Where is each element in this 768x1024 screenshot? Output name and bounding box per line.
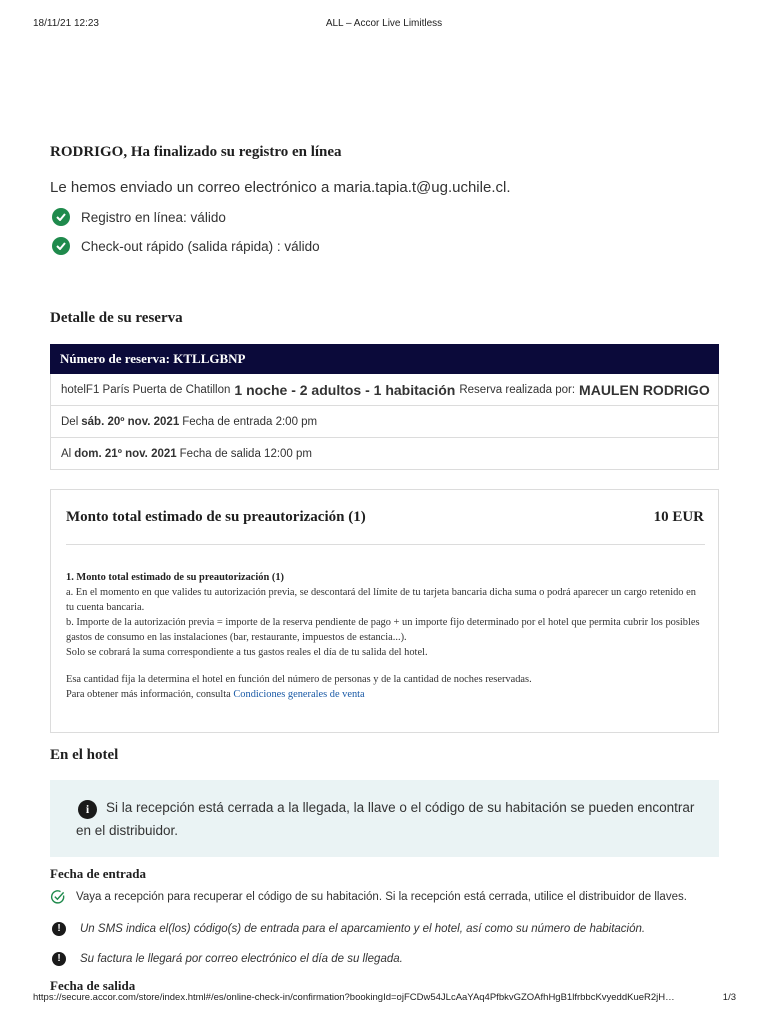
check-circle-icon — [52, 237, 70, 255]
arrival-prefix: Del — [61, 415, 79, 428]
check-outline-icon — [50, 889, 66, 905]
print-page-title: ALL – Accor Live Limitless — [325, 18, 443, 29]
arrival-time: Fecha de entrada 2:00 pm — [182, 415, 318, 428]
arrival-subtitle: Fecha de entrada — [50, 866, 147, 881]
divider — [66, 544, 705, 545]
preauth-note-b: b. Importe de la autorización previa = importe de la reserva pendiente de pago + un importe fijo determinado por el hotel que permita cubrir los posibles gastos de consumo en las instalaciones (bar, restaurante, impuestos de estancia...). — [66, 617, 700, 643]
arrival-note-reception-text: Vaya a recepción para recuperar el código de su habitación. Si la recepción está cerrada, utilice el distribuidor de llaves. — [76, 891, 687, 903]
more-info-text: Para obtener más información, consulta — [66, 689, 231, 700]
preauth-note-charge: Solo se cobrará la suma correspondiente a tus gastos reales el día de tu salida del hotel. — [66, 647, 428, 658]
online-checkin-label: Registro en línea: válido — [81, 209, 226, 225]
exclamation-icon: ! — [52, 952, 66, 966]
print-page-number: 1/3 — [722, 992, 736, 1003]
check-circle-icon — [52, 208, 70, 226]
exclamation-icon: ! — [52, 922, 66, 936]
preauth-note-a: a. En el momento en que valides tu autorización previa, se descontará del límite de tu tarjeta bancaria dicha suma o podrá aparecer un cargo retenido en tu cuenta bancaria. — [66, 587, 696, 613]
preauth-fixed-amount: Esa cantidad fija la determina el hotel en función del número de personas y de la cantidad de noches reservadas. — [66, 674, 532, 685]
print-date: 18/11/21 12:23 — [33, 18, 99, 29]
preauth-amount: 10 EUR — [653, 509, 704, 525]
departure-prefix: Al — [61, 447, 72, 460]
preauth-notes — [66, 570, 706, 702]
preauth-more-info — [66, 687, 706, 702]
info-icon: i — [78, 800, 97, 819]
booked-by-name: MAULEN RODRIGO — [579, 381, 710, 398]
reservation-hotel-row — [50, 374, 719, 406]
hotel-section-title: En el hotel — [50, 747, 119, 763]
express-checkout-label: Check-out rápido (salida rápida) : válido — [81, 238, 320, 254]
online-checkin-status — [52, 208, 226, 226]
express-checkout-status — [52, 237, 320, 255]
arrival-note-invoice — [50, 952, 403, 966]
arrival-note-reception — [50, 889, 687, 905]
departure-time: Fecha de salida 12:00 pm — [179, 447, 312, 460]
arrival-note-sms — [50, 922, 645, 936]
reception-info-text: Si la recepción está cerrada a la llegada, la llave o el código de su habitación se pueden encontrar en el distribuidor. — [76, 800, 695, 838]
departure-date: dom. 21º nov. 2021 — [74, 447, 177, 460]
print-url: https://secure.accor.com/store/index.html#/es/online-check-in/confirmation?bookingId=ojFCDw54JLcAaYAq4PfbkvGZOAfhHgB1lfrbbcKvyeddKueR2jH… — [33, 992, 675, 1003]
preauth-note-title: 1. Monto total estimado de su preautorización (1) — [66, 572, 284, 583]
reception-info-box — [50, 780, 719, 857]
arrival-note-invoice-text: Su factura le llegará por correo electrónico el día de su llegada. — [80, 953, 403, 965]
arrival-note-sms-text: Un SMS indica el(los) código(s) de entrada para el aparcamiento y el hotel, así como su número de habitación. — [80, 923, 646, 935]
confirmation-heading: RODRIGO, Ha finalizado su registro en línea — [50, 144, 342, 160]
preauthorization-box — [50, 489, 719, 733]
booked-by-label: Reserva realizada por: — [459, 383, 576, 396]
email-confirmation-text: Le hemos enviado un correo electrónico a maria.tapia.t@ug.uchile.cl. — [50, 179, 511, 196]
arrival-date: sáb. 20º nov. 2021 — [81, 415, 180, 428]
preauth-title: Monto total estimado de su preautorización (1) — [66, 509, 366, 525]
reservation-arrival-row — [50, 406, 719, 438]
terms-link[interactable]: Condiciones generales de venta — [233, 689, 365, 700]
departure-subtitle: Fecha de salida — [50, 978, 136, 990]
hotel-name: hotelF1 París Puerta de Chatillon — [61, 383, 231, 396]
stay-summary: 1 noche - 2 adultos - 1 habitación — [234, 381, 456, 398]
reservation-number: Número de reserva: KTLLGBNP — [50, 344, 719, 374]
reservation-table — [50, 344, 719, 470]
print-footer — [0, 992, 768, 1006]
reservation-departure-row — [50, 438, 719, 470]
reservation-section-title: Detalle de su reserva — [50, 310, 183, 326]
print-header — [0, 18, 768, 32]
